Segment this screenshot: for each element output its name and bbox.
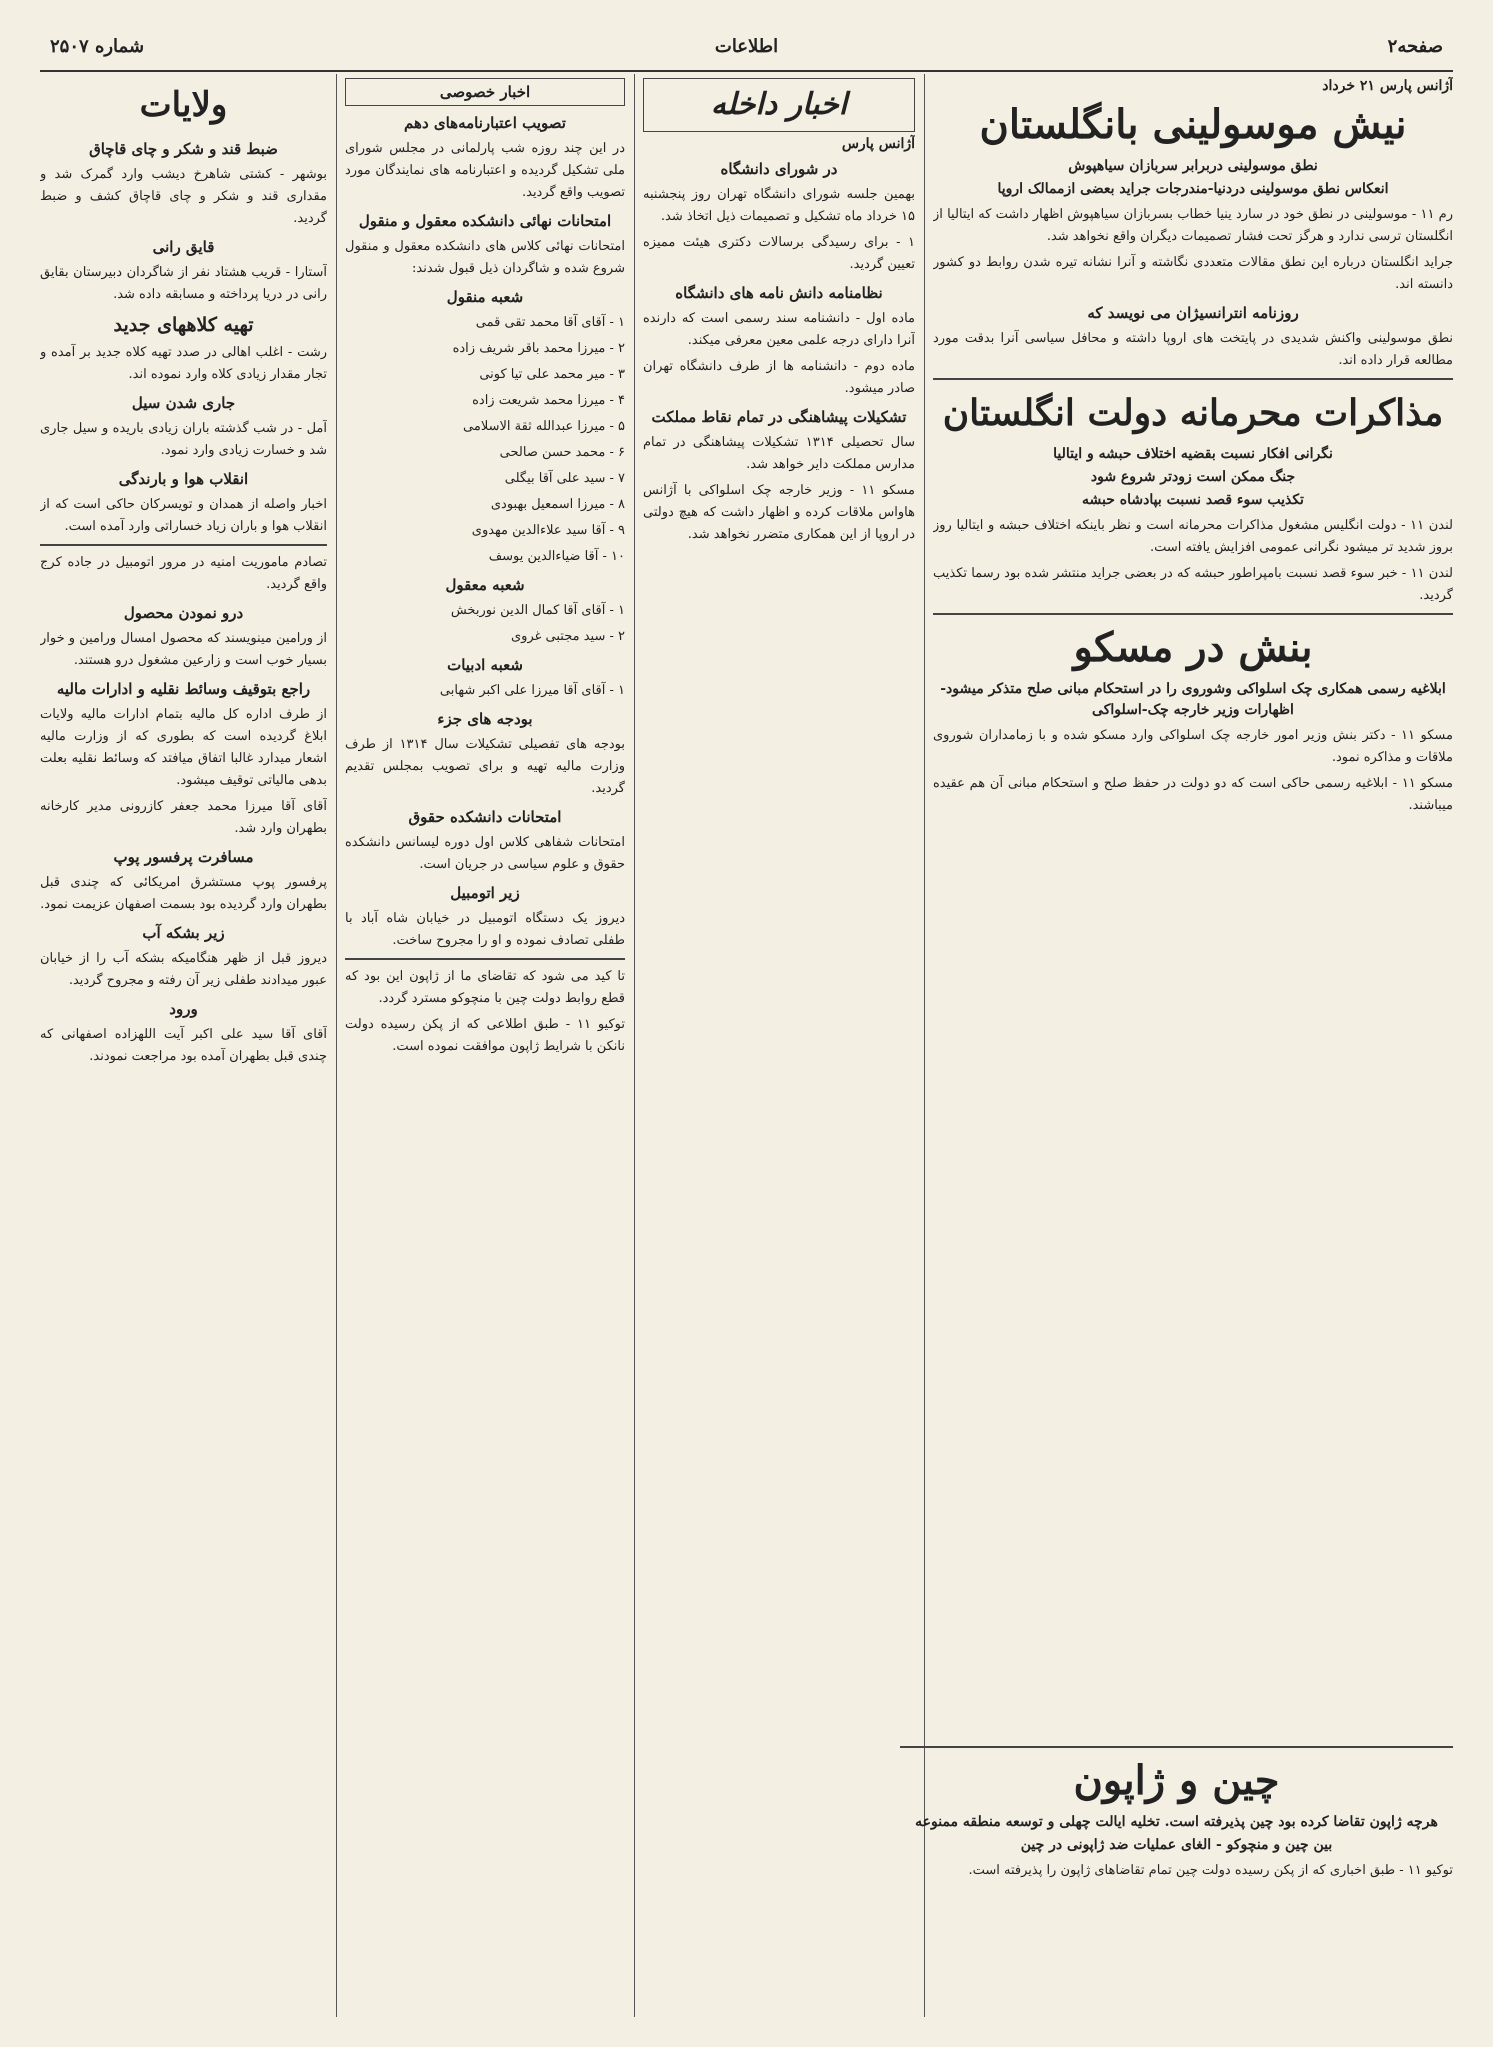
section-heading: ورود xyxy=(169,1000,198,1018)
article-paragraph: آستارا - قریب هشتاد نفر از شاگردان دبیرستان بقایق رانی در دریا پرداخته و مسابقه داده شد. xyxy=(40,265,327,302)
masthead xyxy=(40,30,1453,72)
divider xyxy=(933,378,1453,380)
list-item: ۲ - میرزا محمد باقر شریف زاده xyxy=(452,341,625,356)
subhead: نطق موسولینی دربرابر سربازان سیاهپوش xyxy=(1068,158,1318,174)
article-paragraph: ماده دوم - دانشنامه ها از طرف دانشگاه تهران صادر میشود. xyxy=(643,359,915,396)
article-paragraph: تا کید می شود که تقاضای ما از ژاپون این بود که قطع روابط دولت چین با منچوکو مسترد گردد. xyxy=(345,969,625,1006)
paper-title: اطلاعات xyxy=(714,36,779,57)
section-heading: قایق رانی xyxy=(152,238,215,256)
divider xyxy=(900,1746,1453,1748)
section-heading: نظامنامه دانش نامه های دانشگاه xyxy=(675,284,883,302)
column-rule xyxy=(336,74,337,2017)
section-heading: ضبط قند و شکر و چای قاچاق xyxy=(89,140,278,158)
section-heading: شعبه منقول xyxy=(446,288,524,306)
article-paragraph: از طرف اداره کل مالیه بتمام ادارات مالیه ولایات ابلاغ گردیده است که بطوری که از وزارت مالیه اشعار میدارد غالبا اتفاق میافتد که وسائط نقلیه بعلت بدهی مالیاتی توقیف میشود. xyxy=(40,707,327,788)
article-paragraph: آمل - در شب گذشته باران زیادی باریده و سیل جاری شد و خسارت زیادی وارد نمود. xyxy=(40,421,327,458)
names-list-manqul xyxy=(345,312,625,568)
subhead: تکذیب سوء قصد نسبت بپادشاه حبشه xyxy=(1082,492,1304,508)
column-rule xyxy=(634,74,635,2017)
article-paragraph: امتحانات نهائی کلاس های دانشکده معقول و منقول شروع شده و شاگردان ذیل قبول شدند: xyxy=(345,239,625,276)
article-paragraph: آقای آقا میرزا محمد جعفر کازرونی مدیر کارخانه بطهران وارد شد. xyxy=(40,799,327,836)
subhead: ابلاغیه رسمی همکاری چک اسلواکی وشوروی را در استحکام مبانی صلح متذکر میشود-اظهارات وزیر خارجه چک-اسلواکی xyxy=(940,681,1446,718)
article-paragraph: دیروز یک دستگاه اتومبیل در خیابان شاه آباد با طفلی تصادف نموده و او را مجروح ساخت. xyxy=(345,911,625,948)
headline-china-japan: چین و ژاپون xyxy=(1073,1757,1280,1804)
headline-mussolini: نیش موسولینی بانگلستان xyxy=(979,101,1407,148)
list-item: ۵ - میرزا عبدالله ثقة الاسلامی xyxy=(463,419,625,434)
dateline: آژانس پارس ۲۱ خرداد xyxy=(1322,78,1453,94)
section-heading: در شورای دانشگاه xyxy=(720,160,838,178)
subhead: انعکاس نطق موسولینی دردنیا-مندرجات جراید بعضی ازممالک اروپا xyxy=(997,181,1389,197)
article-paragraph: سال تحصیلی ۱۳۱۴ تشکیلات پیشاهنگی در تمام مدارس مملکت دایر خواهد شد. xyxy=(643,435,915,472)
column-private-news xyxy=(345,74,625,2017)
section-heading: امتحانات دانشکده حقوق xyxy=(408,808,562,826)
subhead: هرچه ژاپون تقاضا کرده بود چین پذیرفته است. تخلیه ایالت چهلی و توسعه منطقه ممنوعه xyxy=(915,1814,1438,1830)
column-domestic-news xyxy=(643,74,915,2017)
article-paragraph: رم ۱۱ - موسولینی در نطق خود در سارد ینیا خطاب بسربازان سیاهپوش اظهار داشت که ایتالیا از انگلستان ترسی ندارد و هرگز تحت فشار تصمیمات دیگران واقع نخواهد شد. xyxy=(933,207,1453,244)
article-paragraph: تصادم ماموریت امنیه در مرور اتومبیل در جاده کرج واقع گردید. xyxy=(40,555,327,592)
article-paragraph: اخبار واصله از همدان و تویسرکان حاکی است که از انقلاب هوا و باران زیاد خساراتی وارد آمده است. xyxy=(40,497,327,534)
article-paragraph: ۱ - برای رسیدگی برسالات دکتری هیئت ممیزه تعیین گردید. xyxy=(643,235,915,272)
section-heading: روزنامه انترانسیژان می نویسد که xyxy=(1087,304,1299,322)
list-item: ۳ - میر محمد علی تیا کونی xyxy=(479,367,625,382)
article-paragraph: نطق موسولینی واکنش شدیدی در پایتخت های اروپا داشته و محافل سیاسی آنرا بدقت مورد مطالعه قرار داده اند. xyxy=(933,331,1453,368)
article-paragraph: ماده اول - دانشنامه سند رسمی است که دارنده آنرا دارای درجه علمی معین معرفی میکند. xyxy=(643,311,915,348)
list-item: ۷ - سید علی آقا بیگلی xyxy=(504,471,625,486)
article-paragraph: مسکو ۱۱ - دکتر بنش وزیر امور خارجه چک اسلواکی وارد مسکو شده و با زمامداران شوروی ملاقات و مذاکره نمود. xyxy=(933,728,1453,765)
section-heading: مسافرت پرفسور پوپ xyxy=(113,848,254,866)
section-heading: تصویب اعتبارنامه‌های دهم xyxy=(404,114,566,132)
subhead: بین چین و منچوکو - الغای عملیات ضد ژاپونی در چین xyxy=(1020,1837,1333,1853)
china-japan-section xyxy=(900,1740,1453,1886)
article-paragraph: بهمین جلسه شورای دانشگاه تهران روز پنجشنبه ۱۵ خرداد ماه تشکیل و تصمیمات ذیل اتخاذ شد. xyxy=(643,187,915,224)
list-item: ۱ - آقای آقا محمد تقی قمی xyxy=(475,315,625,330)
list-item: ۶ - محمد حسن صالحی xyxy=(499,445,625,460)
section-heading: انقلاب هوا و بارندگی xyxy=(118,470,249,488)
section-heading: راجع بتوقیف وسائط نقلیه و ادارات مالیه xyxy=(56,680,311,698)
list-item: ۱ - آقای آقا میرزا علی اکبر شهابی xyxy=(439,683,625,698)
article-paragraph: بوشهر - کشتی شاهرخ دیشب وارد گمرک شد و مقداری قند و شکر و چای قاچاق کشف و ضبط گردید. xyxy=(40,167,327,226)
section-title-provinces: ولایات xyxy=(139,85,228,125)
article-paragraph: مسکو ۱۱ - ابلاغیه رسمی حاکی است که دو دولت در حفظ صلح و استحکام مبانی آن هم عقیده میباشند. xyxy=(933,776,1453,813)
subhead: جنگ ممکن است زودتر شروع شود xyxy=(1090,469,1296,485)
issue-number: شماره ۲۵۰۷ xyxy=(50,36,145,57)
headline-benes-moscow: بنش در مسکو xyxy=(1073,624,1313,671)
article-paragraph: بودجه های تفصیلی تشکیلات سال ۱۳۱۴ از طرف وزارت مالیه تهیه و برای تصویب بمجلس تقدیم گردید. xyxy=(345,737,625,796)
list-item: ۲ - سید مجتبی غروی xyxy=(510,629,625,644)
column-rule xyxy=(924,74,925,2017)
list-item: ۹ - آقا سید علاءالدین مهدوی xyxy=(471,523,625,538)
section-heading: اخبار خصوصی xyxy=(439,83,531,101)
article-paragraph: توکیو ۱۱ - طبق اخباری که از پکن رسیده دولت چین تمام تقاضاهای ژاپون را پذیرفته است. xyxy=(968,1863,1453,1878)
section-heading: شعبه ادبیات xyxy=(447,656,523,674)
section-heading: تهیه کلاههای جدید xyxy=(113,314,254,336)
article-paragraph: در این چند روزه شب پارلمانی در مجلس شورای ملی تشکیل گردیده و اعتبارنامه های نمایندگان مورد تصویب واقع گردید. xyxy=(345,141,625,200)
divider xyxy=(345,958,625,960)
article-paragraph: جراید انگلستان درباره این نطق مقالات متعددی نگاشته و آنرا نشانه تیره شدن روابط دو کشور دانسته اند. xyxy=(933,255,1453,292)
article-paragraph: مسکو ۱۱ - وزیر خارجه چک اسلواکی با آژانس هاواس ملاقات کرده و اظهار داشت که هیچ دولتی در اروپا از این همکاری متضرر نخواهد شد. xyxy=(643,483,915,542)
article-paragraph: لندن ۱۱ - خبر سوء قصد نسبت بامپراطور حبشه که در بعضی جراید منتشر شده بود رسما تکذیب گردید. xyxy=(933,566,1453,603)
article-paragraph: توکیو ۱۱ - طبق اطلاعی که از پکن رسیده دولت نانکن با شرایط ژاپون موافقت نموده است. xyxy=(345,1017,625,1054)
list-item: ۸ - میرزا اسمعیل بهبودی xyxy=(490,497,625,512)
section-heading: بودجه های جزء xyxy=(437,710,533,728)
department-title: اخبار داخله xyxy=(710,87,848,122)
section-heading: امتحانات نهائی دانشکده معقول و منقول xyxy=(358,212,612,230)
article-paragraph: رشت - اغلب اهالی در صدد تهیه کلاه جدید بر آمده و تجار مقدار زیادی کلاه وارد نموده اند. xyxy=(40,345,327,382)
page-number: صفحه۲ xyxy=(1387,36,1443,57)
article-paragraph: لندن ۱۱ - دولت انگلیس مشغول مذاکرات محرمانه است و نظر باینکه اختلاف حبشه و ایتالیا روز بروز شدید تر میشود نگرانی عمومی افزایش یافته است. xyxy=(933,518,1453,555)
section-heading: جاری شدن سیل xyxy=(131,394,236,412)
headline-uk-talks: مذاکرات محرمانه دولت انگلستان xyxy=(942,392,1444,434)
section-heading: زیر اتومبیل xyxy=(450,884,520,902)
column-provinces xyxy=(40,74,327,2017)
article-paragraph: پرفسور پوپ مستشرق امریکائی که چندی قبل بطهران وارد گردیده بود بسمت اصفهان عزیمت نمود. xyxy=(40,875,327,912)
agency: آژانس پارس xyxy=(841,136,915,152)
article-paragraph: آقای آقا سید علی اکبر آیت اللهزاده اصفهانی که چندی قبل بطهران آمده بود مراجعت نمودند. xyxy=(40,1027,327,1064)
subhead: نگرانی افکار نسبت بقضیه اختلاف حبشه و ایتالیا xyxy=(1053,446,1333,462)
list-item: ۱۰ - آقا ضیاءالدین یوسف xyxy=(488,549,625,564)
column-world-news xyxy=(933,74,1453,2017)
section-heading: تشکیلات پیشاهنگی در تمام نقاط مملکت xyxy=(651,408,907,426)
section-heading: زیر بشکه آب xyxy=(142,924,225,942)
divider xyxy=(933,613,1453,615)
list-item: ۴ - میرزا محمد شریعت زاده xyxy=(472,393,625,408)
article-paragraph: از ورامین مینویسند که محصول امسال ورامین و خوار بسیار خوب است و زارعین مشغول درو هستند. xyxy=(40,631,327,668)
section-heading: شعبه معقول xyxy=(445,576,525,594)
section-heading: درو نمودن محصول xyxy=(123,604,244,622)
list-item: ۱ - آقای آقا کمال الدین نوربخش xyxy=(450,603,625,618)
article-paragraph: امتحانات شفاهی کلاس اول دوره لیسانس دانشکده حقوق و علوم سیاسی در جریان است. xyxy=(345,835,625,872)
article-paragraph: دیروز قبل از ظهر هنگامیکه بشکه آب را از خیابان عبور میدادند طفلی زیر آن رفته و مجروح گردید. xyxy=(40,951,327,988)
divider xyxy=(40,544,327,546)
